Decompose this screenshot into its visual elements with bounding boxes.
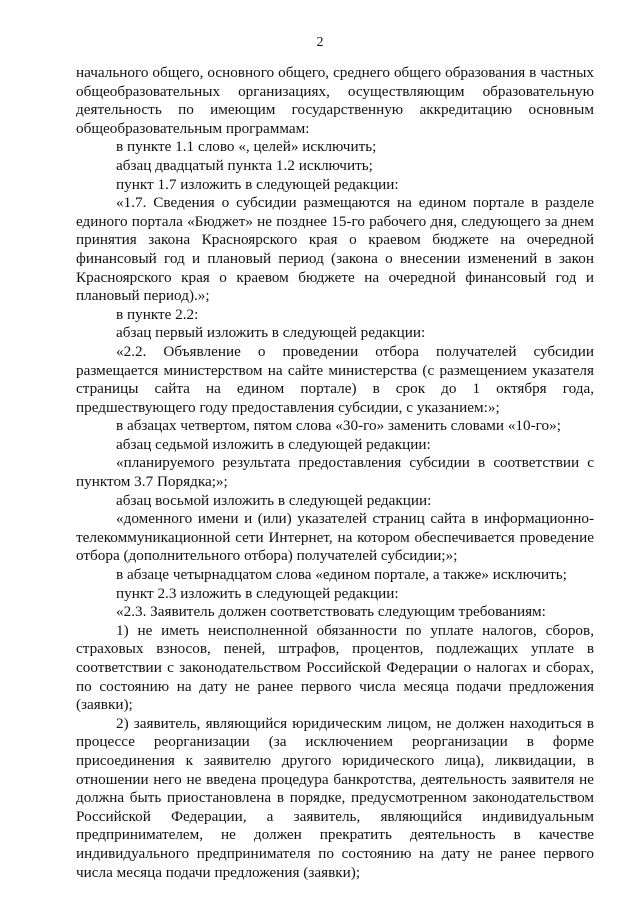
document-body (76, 64, 594, 882)
paragraph-amendment: абзац седьмой изложить в следующей редакции: (116, 435, 431, 453)
paragraph-quoted-text: «доменного имени и (или) указателей страниц сайта в информационно-телекоммуникационной сети Интернет, на котором обеспечивается проведение отбора (дополнительного отбора) получателей субсидии;»; (76, 510, 594, 565)
paragraph-amendment: в абзаце четырнадцатом слова «едином портале, а также» исключить; (116, 566, 567, 584)
paragraph-quoted-text: «1.7. Сведения о субсидии размещаются на едином портале в разделе единого портала «Бюджет» не позднее 15-го рабочего дня, следующего за днем принятия закона Красноярского края о краевом бюджете на очередной финансовый год и плановый период (закона о внесении изменений в закон Красноярского края о краевом бюджете на очередной финансовый год и плановый период).»; (76, 194, 594, 305)
paragraph-amendment: в пункте 2.2: (116, 305, 199, 323)
paragraph-amendment: в абзацах четвертом, пятом слова «30-го» заменить словами «10-го»; (116, 417, 561, 435)
paragraph-amendment: абзац двадцатый пункта 1.2 исключить; (116, 156, 373, 174)
page-number: 2 (316, 35, 324, 50)
paragraph-requirement-1: 1) не иметь неисполненной обязанности по уплате налогов, сборов, страховых взносов, пеней, штрафов, процентов, подлежащих уплате в соответствии с законодательством Российской Федерации о налогах и сборах, по состоянию на дату не ранее первого числа месяца подачи предложения (заявки); (76, 621, 594, 714)
paragraph-quoted-text: «2.2. Объявление о проведении отбора получателей субсидии размещается министерством на сайте министерства (с размещением указателя страницы сайта на едином портале) в срок до 1 октября года, предшествующего году предоставления субсидии, с указанием:»; (76, 342, 594, 416)
paragraph-requirement-2: 2) заявитель, являющийся юридическим лицом, не должен находиться в процессе реорганизации (за исключением реорганизации в форме присоединения к заявителю другого юридического лица), ликвидации, в отношении него не введена процедура банкротства, деятельность заявителя не должна быть приостановлена в порядке, предусмотренном законодательством Российской Федерации, а заявитель, являющийся индивидуальным предпринимателем, не должен прекратить деятельность в качестве индивидуального предпринимателя по состоянию на дату не ранее первого числа месяца подачи предложения (заявки); (76, 714, 594, 881)
paragraph-quoted-text: «планируемого результата предоставления субсидии в соответствии с пунктом 3.7 Порядка;»; (76, 454, 594, 491)
paragraph-amendment: в пункте 1.1 слово «, целей» исключить; (116, 138, 377, 156)
paragraph-amendment: пункт 1.7 изложить в следующей редакции: (116, 175, 399, 193)
paragraph-amendment: пункт 2.3 изложить в следующей редакции: (116, 584, 399, 602)
paragraph-amendment: абзац восьмой изложить в следующей редакции: (116, 491, 432, 509)
paragraph-amendment: абзац первый изложить в следующей редакции: (116, 324, 426, 342)
paragraph-continuation: начального общего, основного общего, среднего общего образования в частных общеобразовательных организациях, осуществляющим образовательную деятельность по имеющим государственную аккредитацию основным общеобразовательным программам: (76, 64, 594, 137)
paragraph-quoted-text: «2.3. Заявитель должен соответствовать следующим требованиям: (116, 603, 546, 621)
